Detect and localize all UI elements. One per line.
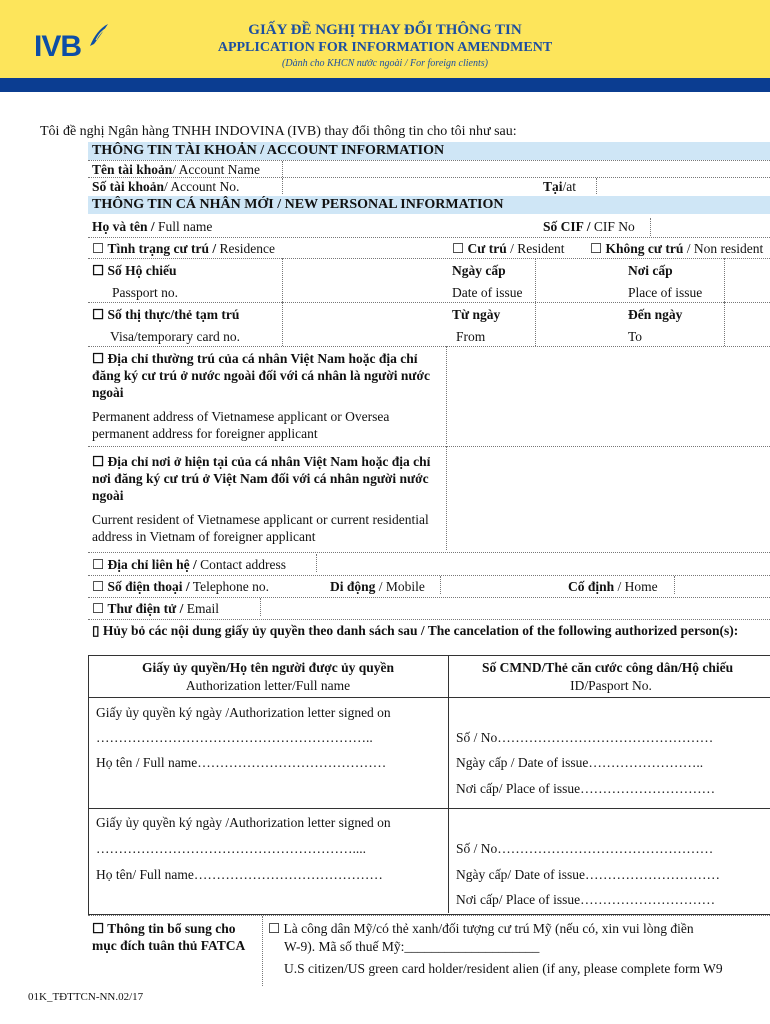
visa-field[interactable] (282, 302, 449, 346)
fatca-line1[interactable]: ☐ Là công dân Mỹ/có thẻ xanh/đối tượng cư trú Mỹ (nếu có, xin vui lòng điền (268, 921, 694, 936)
perm-address-label-vi: ☐ Địa chỉ thường trú của cá nhân Việt Nam hoặc địa chỉ đăng ký cư trú ở nước ngoài đối với cá nhân là người nước ngoài (92, 350, 442, 401)
account-no-label: Số tài khoản/ Account No. (92, 179, 240, 194)
contact-address-label: ☐ Địa chỉ liên hệ / Contact address (92, 556, 286, 573)
passport-label-vi: ☐ Số Hộ chiếu (92, 262, 177, 279)
to-label-vi: Đến ngày (628, 307, 683, 322)
nonresident-checkbox[interactable]: ☐ Không cư trú / Non resident (590, 240, 770, 257)
account-name-field[interactable] (282, 161, 770, 177)
form-code: 01K_TĐTTCN-NN.02/17 (28, 991, 144, 1003)
visa-label-vi: ☐ Số thị thực/thẻ tạm trú (92, 306, 239, 323)
email-label: ☐ Thư điện tử / Email (92, 600, 219, 617)
to-label-en: To (628, 329, 643, 344)
issue-date-label-vi: Ngày cấp (452, 263, 506, 278)
resident-checkbox[interactable]: ☐ Cư trú / Resident (452, 240, 564, 257)
row2-no[interactable]: Số / No………………………………………… (456, 841, 714, 856)
issue-place-label-en: Place of issue (628, 285, 703, 300)
issue-place-label-vi: Nơi cấp (628, 263, 673, 278)
contact-address-field[interactable] (316, 554, 770, 572)
intro-text: Tôi đề nghị Ngân hàng TNHH INDOVINA (IVB) thay đổi thông tin cho tôi như sau: (40, 124, 517, 139)
curr-address-field[interactable] (446, 446, 770, 550)
at-field[interactable] (596, 178, 770, 194)
divider (88, 575, 770, 576)
cancel-table-row-line (88, 808, 770, 809)
divider (88, 160, 770, 161)
title-en: APPLICATION FOR INFORMATION AMENDMENT (217, 40, 553, 55)
fatca-line3: U.S citizen/US green card holder/resident alien (if any, please complete form W9 (284, 961, 723, 976)
from-label-en: From (456, 329, 486, 344)
row2-dots[interactable]: ………………………………………………….... (96, 841, 366, 856)
divider (88, 346, 770, 347)
passport-field[interactable] (282, 258, 449, 302)
divider (88, 302, 770, 303)
bullet-icon: ▯ (92, 623, 103, 638)
divider (88, 237, 770, 238)
issue-place-field[interactable] (724, 258, 770, 302)
fatca-line2[interactable]: W-9). Mã số thuế Mỹ:____________________ (284, 939, 540, 954)
divider (88, 552, 770, 553)
home-field[interactable] (674, 576, 770, 594)
cancel-table-col-divider (448, 655, 449, 913)
col2-header-vi: Số CMND/Thẻ căn cước công dân/Hộ chiếu (482, 660, 734, 675)
mobile-field[interactable] (440, 576, 565, 594)
personal-section-header: THÔNG TIN CÁ NHÂN MỚI / NEW PERSONAL INFORMATION (88, 196, 770, 214)
title-vi: GIẤY ĐỀ NGHỊ THAY ĐỔI THÔNG TIN (248, 22, 522, 38)
mobile-label: Di động / Mobile (330, 579, 425, 594)
cancel-table-header-line (88, 697, 770, 698)
cif-label: Số CIF / CIF No (543, 219, 635, 234)
perm-address-field[interactable] (446, 346, 770, 444)
header-stripe (0, 78, 770, 92)
issue-date-label-en: Date of issue (452, 285, 523, 300)
phone-label: ☐ Số điện thoại / Telephone no. (92, 578, 269, 595)
divider (88, 258, 770, 259)
fatca-checkbox[interactable]: ☐ (92, 921, 108, 936)
residence-checkbox[interactable]: ☐ Tình trạng cư trú / Residence (92, 240, 275, 257)
row2-date[interactable]: Ngày cấp/ Date of issue………………………… (456, 867, 720, 882)
divider (88, 446, 770, 447)
fullname-label: Họ và tên / Full name (92, 219, 213, 234)
row2-name[interactable]: Họ tên/ Full name…………………………………… (96, 867, 383, 882)
row1-letter: Giấy ủy quyền ký ngày /Authorization letter signed on (96, 705, 391, 720)
subtitle: (Dành cho KHCN nước ngoài / For foreign clients) (282, 58, 488, 69)
fullname-field[interactable] (236, 218, 538, 236)
passport-label-en: Passport no. (112, 285, 179, 300)
row1-date[interactable]: Ngày cấp / Date of issue…………………….. (456, 755, 704, 770)
ivb-logo: IVB (34, 30, 82, 63)
curr-address-label-en: Current resident of Vietnamese applicant or current residential address in Vietnam of foreigner applicant (92, 512, 429, 544)
cif-field[interactable] (650, 218, 770, 236)
perm-address-label-en: Permanent address of Vietnamese applicant or Oversea permanent address for foreigner applicant (92, 409, 390, 441)
account-section-header: THÔNG TIN TÀI KHOẢN / ACCOUNT INFORMATION (88, 142, 770, 160)
row1-place[interactable]: Nơi cấp/ Place of issue………………………… (456, 781, 716, 796)
divider (88, 177, 770, 178)
divider (88, 619, 770, 620)
row2-place[interactable]: Nơi cấp/ Place of issue………………………… (456, 892, 716, 907)
us-citizen-checkbox[interactable]: ☐ (268, 921, 284, 936)
account-name-label: Tên tài khoản/ Account Name (92, 162, 261, 177)
row1-name[interactable]: Họ tên / Full name…………………………………… (96, 755, 387, 770)
row1-dots[interactable]: …………………………………………………….. (96, 730, 373, 745)
row2-letter: Giấy ủy quyền ký ngày /Authorization letter signed on (96, 815, 391, 830)
home-label: Cố định / Home (568, 579, 658, 594)
from-label-vi: Từ ngày (452, 307, 501, 322)
from-field[interactable] (535, 302, 626, 346)
email-field[interactable] (260, 598, 770, 616)
account-no-field[interactable] (282, 178, 539, 194)
col2-header-en: ID/Pasport No. (570, 678, 652, 693)
visa-label-en: Visa/temporary card no. (110, 329, 241, 344)
divider (88, 915, 770, 916)
row1-no[interactable]: Số / No………………………………………… (456, 730, 714, 745)
fatca-col-divider (262, 916, 264, 986)
col1-header-vi: Giấy ủy quyền/Họ tên người được ủy quyền (141, 660, 395, 675)
cancel-heading: ▯ Hủy bỏ các nội dung giấy ủy quyền theo danh sách sau / The cancelation of the following authorized person(s): (92, 623, 739, 638)
divider (88, 597, 770, 598)
fatca-label[interactable]: ☐ Thông tin bổ sung cho mục đích tuân thủ FATCA (92, 921, 246, 953)
to-field[interactable] (724, 302, 770, 346)
issue-date-field[interactable] (535, 258, 626, 302)
col1-header-en: Authorization letter/Full name (185, 678, 351, 693)
curr-address-label-vi: ☐ Địa chỉ nơi ở hiện tại của cá nhân Việt Nam hoặc địa chỉ nơi đăng ký cư trú ở Việt Nam đối với cá nhân người nước ngoài (92, 453, 442, 504)
at-label: Tại/at (543, 179, 577, 194)
